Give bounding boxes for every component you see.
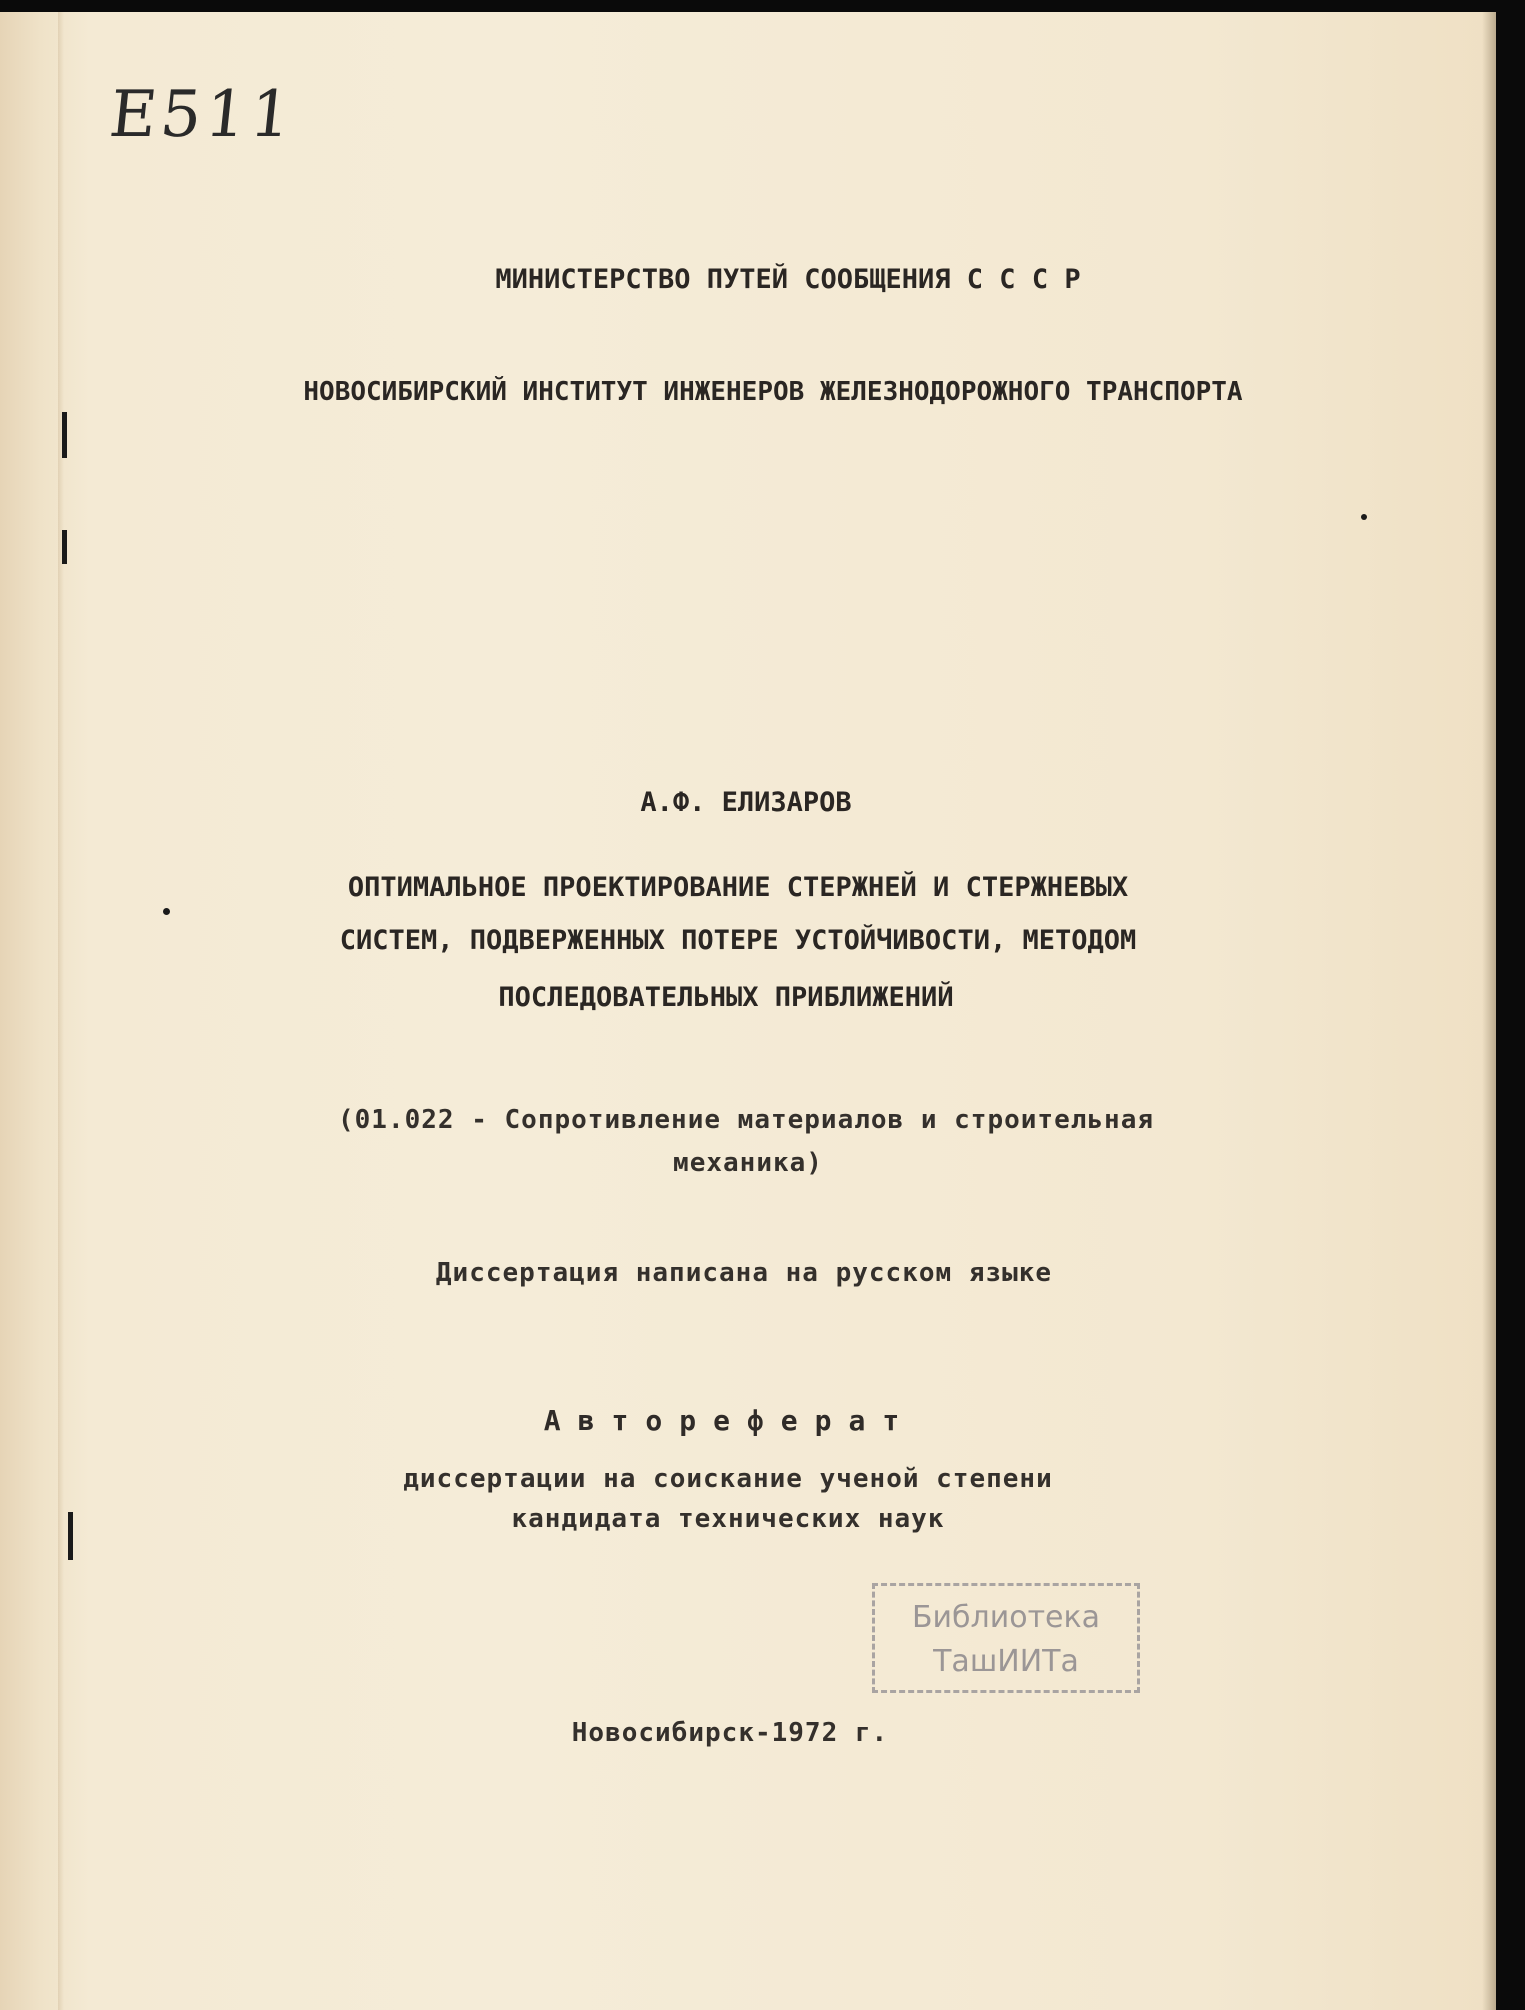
page-edge-shadow (1482, 12, 1496, 2010)
binding-mark (62, 412, 67, 458)
institute-heading: НОВОСИБИРСКИЙ ИНСТИТУТ ИНЖЕНЕРОВ ЖЕЛЕЗНОДОРОЖНОГО ТРАНСПОРТА (303, 377, 1243, 407)
place-and-year: Новосибирск-1972 г. (571, 1718, 889, 1748)
dissertation-title-line: ОПТИМАЛЬНОЕ ПРОЕКТИРОВАНИЕ СТЕРЖНЕЙ И СТЕРЖНЕВЫХ (347, 872, 1129, 903)
ministry-heading: МИНИСТЕРСТВО ПУТЕЙ СООБЩЕНИЯ С С С Р (495, 264, 1081, 295)
speck (163, 908, 170, 915)
specialty-code: (01.022 - Сопротивление материалов и строительная (337, 1105, 1154, 1135)
library-stamp (872, 1583, 1140, 1693)
stamp-line: ТашИИТа (933, 1644, 1079, 1679)
degree-line: кандидата технических наук (511, 1504, 945, 1534)
dissertation-title-line: ПОСЛЕДОВАТЕЛЬНЫХ ПРИБЛИЖЕНИЙ (498, 982, 954, 1013)
language-note: Диссертация написана на русском языке (435, 1258, 1053, 1288)
dissertation-title-line: СИСТЕМ, ПОДВЕРЖЕННЫХ ПОТЕРЕ УСТОЙЧИВОСТИ, МЕТОДОМ (339, 925, 1137, 956)
handwritten-shelf-mark: E511 (106, 78, 299, 152)
specialty-code: механика) (673, 1148, 823, 1178)
document-type-heading: Автореферат (543, 1404, 917, 1437)
speck (1361, 514, 1367, 520)
stamp-line: Библиотека (911, 1600, 1101, 1635)
document-page (0, 12, 1496, 2010)
binding-mark (62, 530, 67, 564)
author-name: А.Ф. ЕЛИЗАРОВ (640, 787, 852, 818)
degree-line: диссертации на соискание ученой степени (403, 1464, 1053, 1494)
